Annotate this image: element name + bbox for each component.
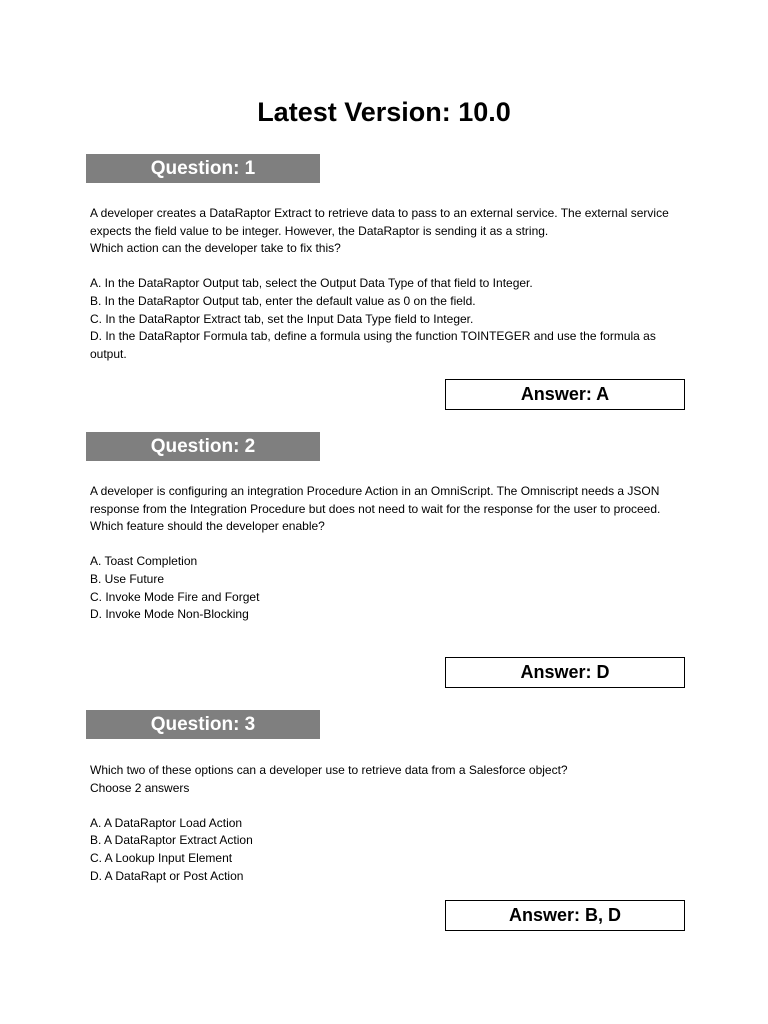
question-1-option-d: D. In the DataRaptor Formula tab, define a formula using the function TOINTEGER and use the formula as output. [90, 329, 656, 361]
question-1-option-c: C. In the DataRaptor Extract tab, set the Input Data Type field to Integer. [90, 311, 474, 326]
question-1-option-b: B. In the DataRaptor Output tab, enter the default value as 0 on the field. [90, 293, 476, 308]
question-1-banner: Question: 1 [86, 154, 320, 183]
question-3-option-c: C. A Lookup Input Element [90, 850, 233, 865]
question-2-option-d: D. Invoke Mode Non-Blocking [90, 607, 249, 622]
question-3-body [90, 762, 686, 885]
question-1-body [90, 205, 686, 363]
question-3-banner: Question: 3 [86, 710, 320, 739]
question-3-stem-line: Which two of these options can a developer use to retrieve data from a Salesforce object? [90, 763, 568, 777]
question-2-option-b: B. Use Future [90, 571, 165, 586]
question-3-answer: Answer: B, D [445, 900, 685, 931]
question-2-stem-line: Which feature should the developer enable? [90, 519, 325, 534]
question-1-stem-line: Which action can the developer take to fix this? [90, 241, 341, 256]
question-2-banner: Question: 2 [86, 432, 320, 461]
question-2-option-c: C. Invoke Mode Fire and Forget [90, 589, 260, 604]
question-1-option-a: A. In the DataRaptor Output tab, select the Output Data Type of that field to Integer. [90, 276, 533, 291]
question-3-option-b: B. A DataRaptor Extract Action [90, 833, 253, 848]
question-2-answer: Answer: D [445, 657, 685, 688]
page-title: Latest Version: 10.0 [257, 97, 511, 127]
question-3-option-d: D. A DataRapt or Post Action [90, 868, 244, 883]
question-2-option-a: A. Toast Completion [90, 554, 198, 569]
question-2-body [90, 483, 686, 624]
question-2-stem-line: A developer is configuring an integration Procedure Action in an OmniScript. The Omniscript needs a JSON response from the Integration Procedure but does not need to wait for the response for the user to proceed. [90, 484, 661, 516]
question-3-stem-line: Choose 2 answers [90, 780, 190, 795]
question-1-stem-line: A developer creates a DataRaptor Extract to retrieve data to pass to an external service. The external service expects the field value to be integer. However, the DataRaptor is sending it as a string. [90, 206, 669, 238]
question-1-answer: Answer: A [445, 379, 685, 410]
question-3-option-a: A. A DataRaptor Load Action [90, 815, 243, 830]
